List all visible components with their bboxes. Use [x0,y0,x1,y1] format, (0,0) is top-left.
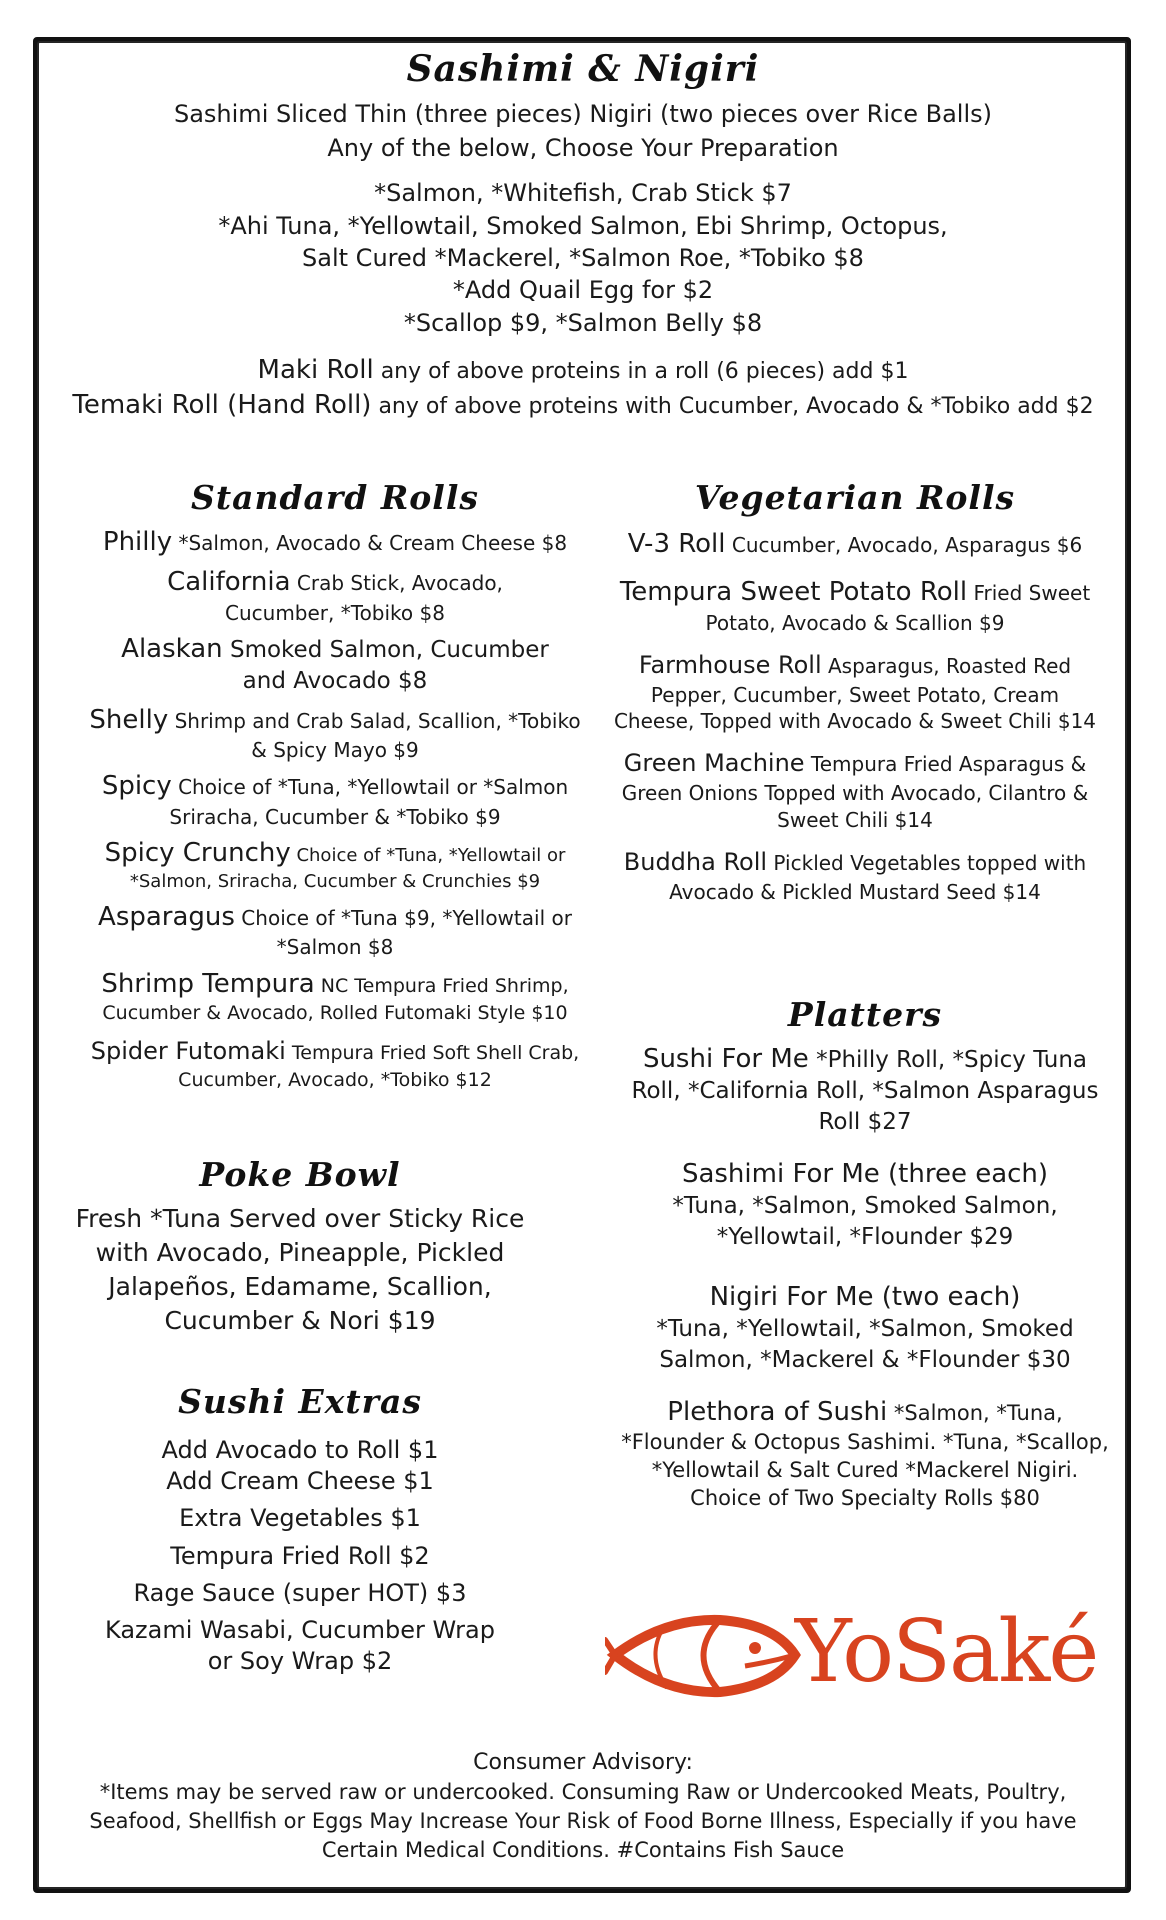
veg-roll-v3 [610,527,1100,561]
roll-name: Shelly [89,704,169,735]
veg-roll-buddha [610,847,1100,905]
roll-desc: Asparagus, Roasted Red Pepper, Cucumber, Sweet Potato, Cream Cheese, Topped with Avocado & Sweet Chili $14 [613,654,1097,734]
platter-nigiri-for-me [620,1280,1110,1375]
sashimi-title: Sashimi & Nigiri [406,48,760,90]
platter-desc: *Philly Roll, *Spicy Tuna Roll, *California Roll, *Salmon Asparagus Roll $27 [631,1047,1099,1135]
sushi-extras-title: Sushi Extras [178,1382,422,1421]
extra-item: Extra Vegetables $1 [179,1504,421,1533]
platter-desc: *Salmon, *Tuna, *Flounder & Octopus Sashimi. *Tuna, *Scallop, *Yellowtail & Salt Cured *Mackerel Nigiri. Choice of Two Specialty Rolls $80 [621,1401,1109,1510]
roll-name: Philly [102,527,173,557]
roll-desc: *Salmon, Avocado & Cream Cheese $8 [172,531,568,555]
platters-title: Platters [787,995,943,1034]
advisory-title: Consumer Advisory: [473,1750,693,1775]
roll-name: Asparagus [98,902,235,933]
roll-name: Farmhouse Roll [638,651,822,680]
extra-item: Add Avocado to Roll $1 [161,1436,439,1464]
maki-roll-name: Maki Roll [257,355,374,386]
roll-name: Shrimp Tempura [101,968,315,999]
roll-name: Green Machine [623,749,805,778]
roll-name: Spicy [101,771,172,802]
roll-name: Spider Futomaki [90,1037,286,1066]
roll-desc: Cucumber, Avocado, Asparagus $6 [725,533,1083,557]
temaki-roll-desc: any of above proteins with Cucumber, Avocado & *Tobiko add $2 [371,394,1094,420]
roll-desc: Smoked Salmon, Cucumber and Avocado $8 [222,637,549,695]
veg-roll-tempura-sweet-potato [610,575,1100,636]
roll-name: Alaskan [121,634,223,665]
sashimi-price-3: Salt Cured *Mackerel, *Salmon Roe, *Tobiko $8 [302,243,864,272]
platter-plethora-of-sushi [620,1395,1110,1512]
standard-roll-california [85,565,585,626]
poke-bowl-section [75,1155,525,1338]
platter-sashimi-for-me [620,1157,1110,1252]
standard-roll-asparagus [85,900,585,961]
maki-roll-desc: any of above proteins in a roll (6 pieces) add $1 [373,359,909,385]
platter-desc: *Tuna, *Salmon, Smoked Salmon, *Yellowtail, *Flounder $29 [672,1193,1058,1250]
fish-logo-icon [605,1600,805,1710]
platters-section [620,995,1110,1523]
roll-desc: Pickled Vegetables topped with Avocado & Pickled Mustard Seed $14 [669,850,1087,904]
roll-name: Spicy Crunchy [104,838,291,869]
extra-item: Add Cream Cheese $1 [166,1467,434,1496]
standard-roll-alaskan [85,632,585,697]
standard-roll-spicy-crunchy [85,836,585,894]
standard-roll-shrimp-tempura [85,967,585,1026]
sashimi-line1: Sashimi Sliced Thin (three pieces) Nigiri (two pieces over Rice Balls) [173,100,992,128]
temaki-roll-line [60,388,1106,423]
roll-name: California [167,567,291,598]
sashimi-price-2: *Ahi Tuna, *Yellowtail, Smoked Salmon, Ebi Shrimp, Octopus, [218,211,948,240]
roll-desc: Choice of *Tuna, *Yellowtail or *Salmon, Sriracha, Cucumber & Crunchies $9 [129,845,566,893]
platter-name: Plethora of Sushi [667,1397,888,1428]
extra-item: Rage Sauce (super HOT) $3 [133,1578,467,1607]
platter-name: Nigiri For Me (two each) [709,1282,1021,1313]
temaki-roll-name: Temaki Roll (Hand Roll) [72,390,372,421]
sushi-extras-section [95,1382,505,1683]
standard-roll-spicy [85,769,585,830]
veg-roll-farmhouse [610,650,1100,734]
vegetarian-rolls-title: Vegetarian Rolls [694,478,1016,517]
poke-bowl-desc: Fresh *Tuna Served over Sticky Rice with Avocado, Pineapple, Pickled Jalapeños, Edamame, Scallion, Cucumber & Nori $19 [75,1204,525,1335]
platter-name: Sashimi For Me (three each) [681,1159,1049,1190]
roll-name: V-3 Roll [627,529,726,559]
standard-roll-philly [85,525,585,559]
advisory-text: *Items may be served raw or undercooked. Consuming Raw or Undercooked Meats, Poultry, Seafood, Shellfish or Eggs May Increase Your Risk of Food Borne Illness, Especially if you have Certain Medical Conditions. #Contains Fish Sauce [89,1779,1077,1863]
roll-desc: Choice of *Tuna, *Yellowtail or *Salmon Sriracha, Cucumber & *Tobiko $9 [169,775,569,829]
platter-name: Sushi For Me [642,1044,809,1074]
platter-desc: *Tuna, *Yellowtail, *Salmon, Smoked Salmon, *Mackerel & *Flounder $30 [656,1316,1074,1373]
roll-desc: NC Tempura Fried Shrimp, Cucumber & Avocado, Rolled Futomaki Style $10 [102,974,569,1025]
vegetarian-rolls-section [610,478,1100,911]
roll-desc: Fried Sweet Potato, Avocado & Scallion $9 [705,581,1091,635]
sashimi-price-5: *Scallop $9, *Salmon Belly $8 [403,308,763,337]
standard-rolls-section [85,478,585,1099]
sashimi-price-1: *Salmon, *Whitefish, Crab Stick $7 [374,179,792,208]
extra-item: Kazami Wasabi, Cucumber Wrap or Soy Wrap $2 [105,1615,495,1676]
roll-name: Tempura Sweet Potato Roll [619,577,968,608]
standard-roll-spider-futomaki [85,1036,585,1093]
veg-roll-green-machine [610,748,1100,832]
yosake-logo [605,1600,1098,1710]
standard-rolls-title: Standard Rolls [191,478,479,517]
maki-roll-line [60,353,1106,388]
roll-desc: Tempura Fried Soft Shell Crab, Cucumber, Avocado, *Tobiko $12 [178,1042,580,1091]
platter-sushi-for-me [620,1042,1110,1137]
poke-bowl-title: Poke Bowl [199,1155,401,1194]
roll-name: Buddha Roll [623,847,768,876]
roll-desc: Tempura Fried Asparagus & Green Onions Topped with Avocado, Cilantro & Sweet Chili $14 [621,752,1089,832]
sashimi-section [60,48,1106,423]
roll-desc: Shrimp and Crab Salad, Scallion, *Tobiko & Spicy Mayo $9 [168,708,581,762]
extra-item: Tempura Fried Roll $2 [170,1541,430,1570]
sashimi-line2: Any of the below, Choose Your Preparation [327,133,839,162]
consumer-advisory [60,1748,1106,1866]
roll-desc: Choice of *Tuna $9, *Yellowtail or *Salmon $8 [234,906,572,960]
sashimi-price-4: *Add Quail Egg for $2 [452,276,714,305]
roll-desc: Crab Stick, Avocado, Cucumber, *Tobiko $8 [225,571,503,625]
logo-wordmark: YoSaké [795,1602,1098,1702]
standard-roll-shelly [85,703,585,764]
